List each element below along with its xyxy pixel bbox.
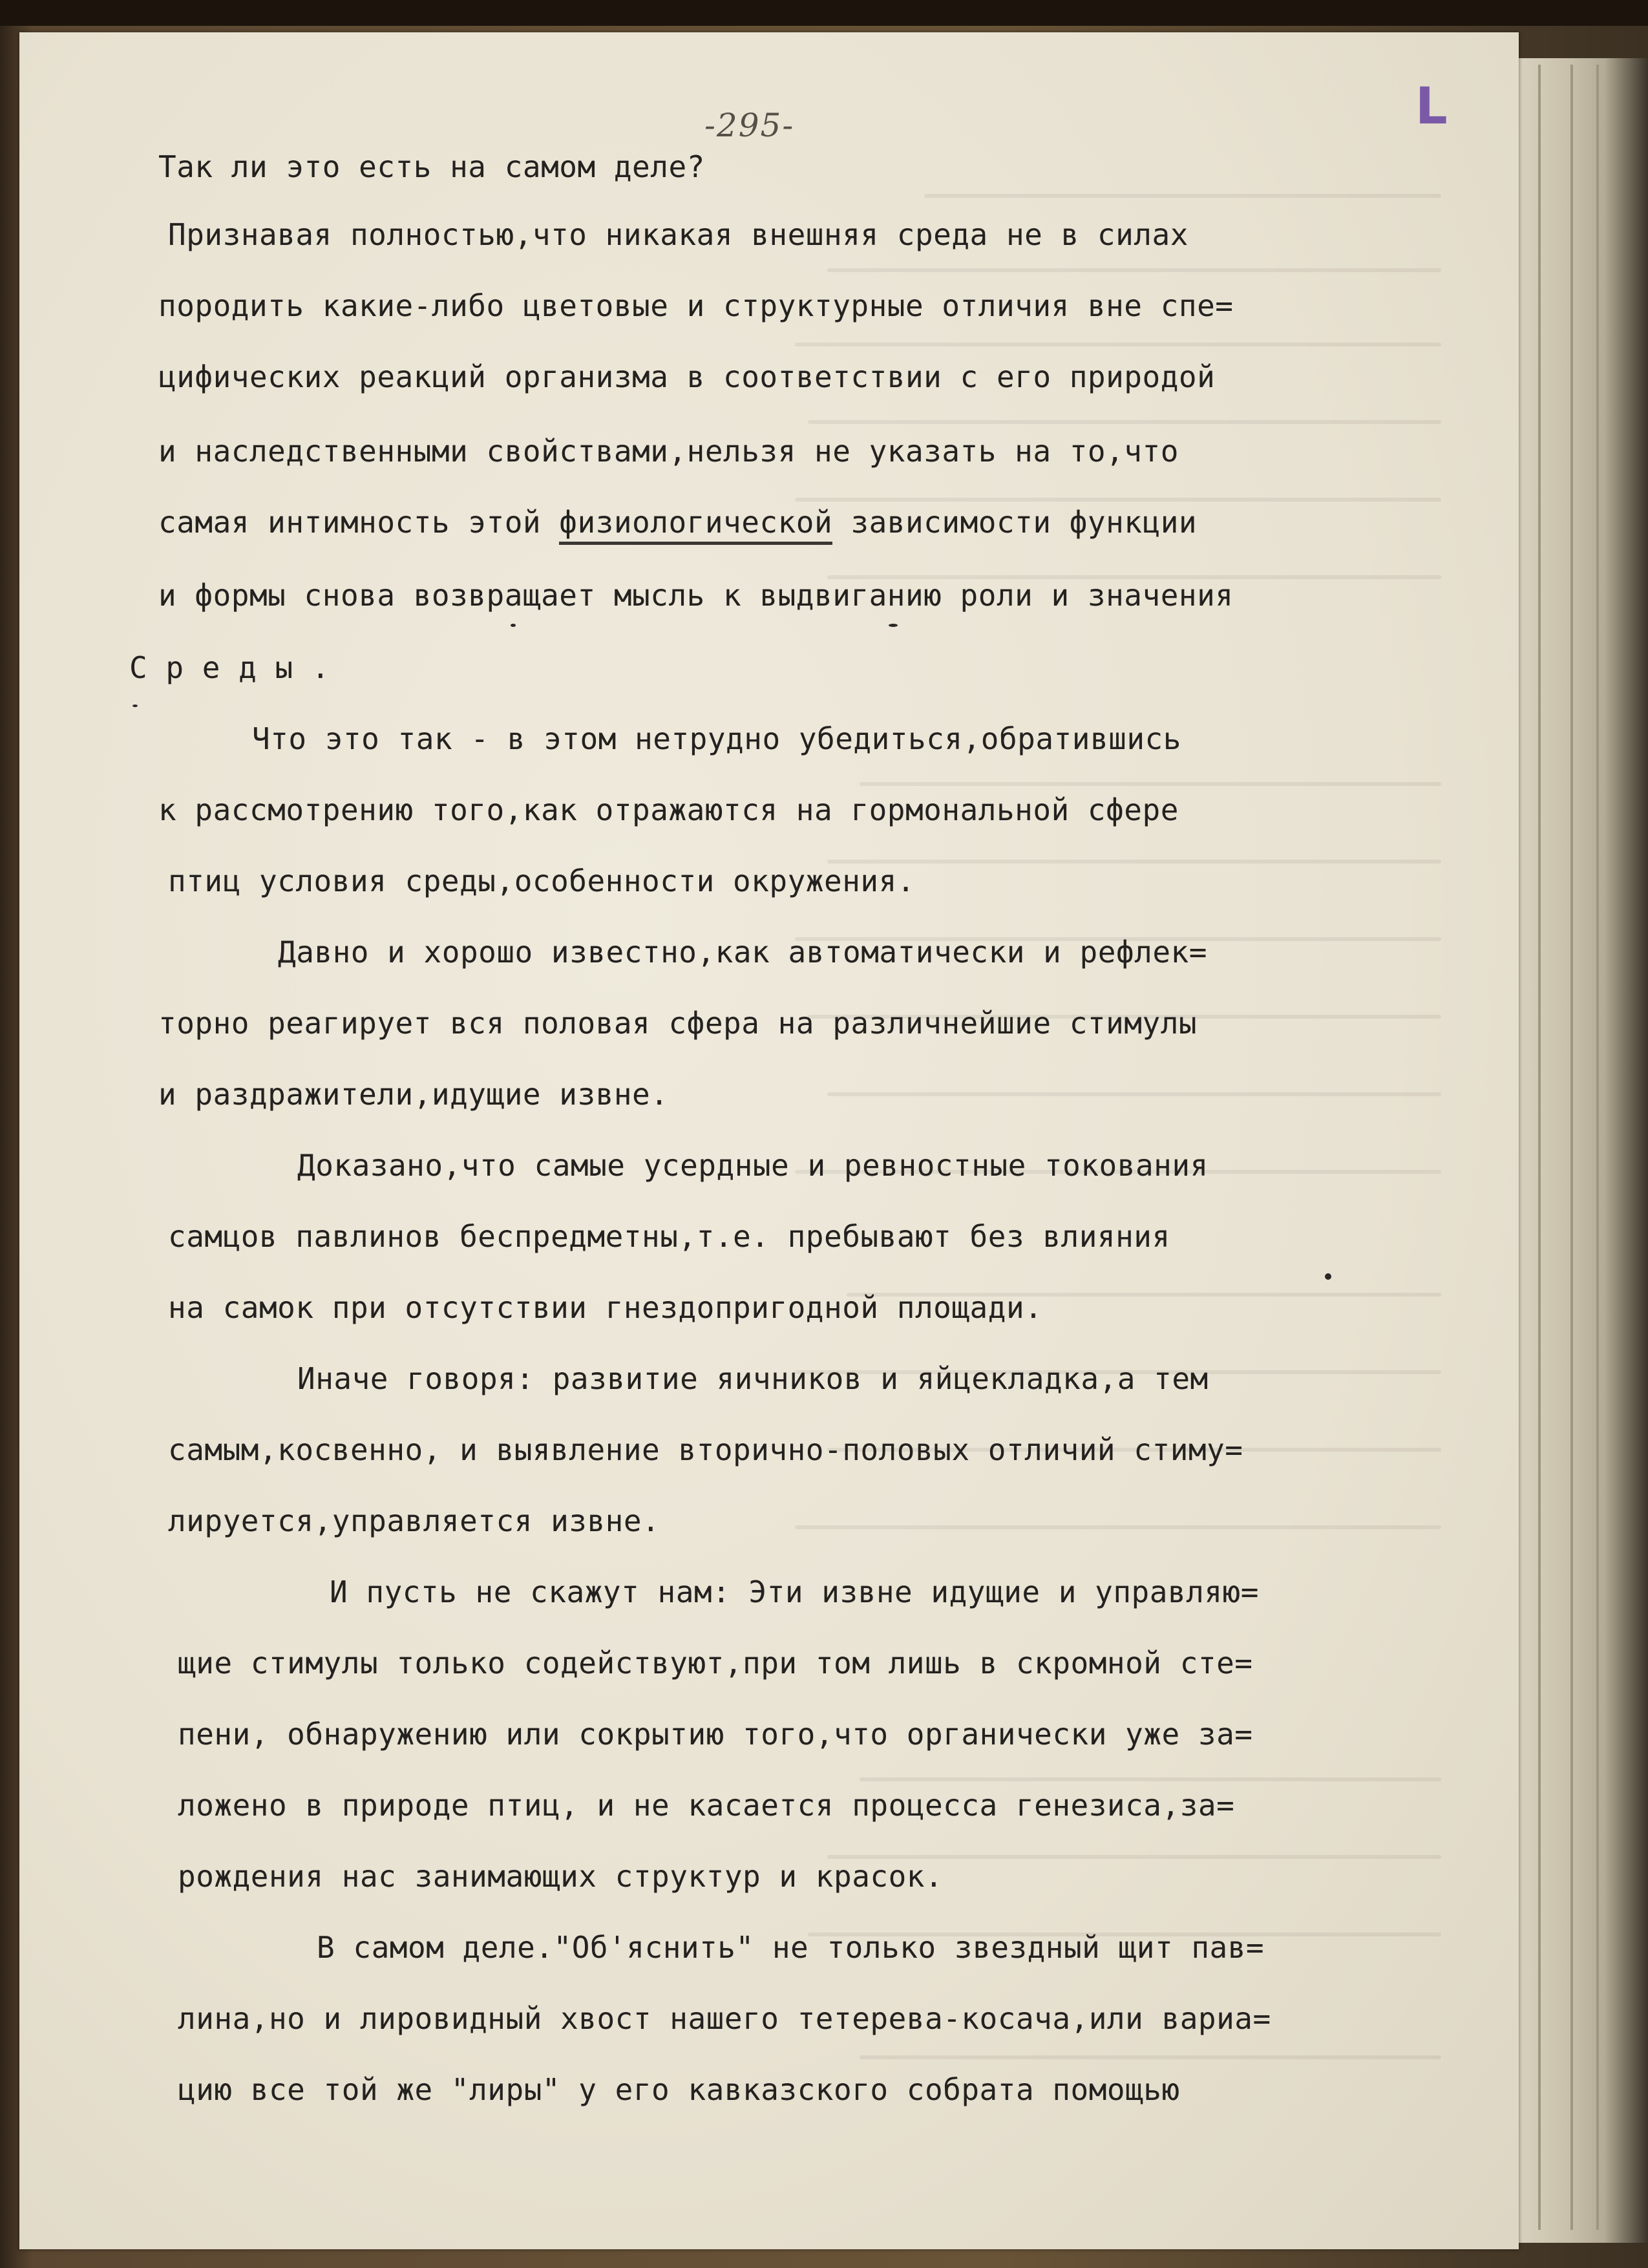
text-line: самцов павлинов беспредметны,т.е. пребывают без влияния [168,1219,1170,1254]
ink-speck [132,705,138,707]
text-line: В самом деле."Об'яснить" не только звездный щит пав= [317,1930,1265,1965]
text-line: и формы снова возвращает мысль к выдвиганию роли и значения [158,578,1234,613]
text-fragment: зависимости функции [832,505,1198,540]
text-line: Доказано,что самые усердные и ревностные токования [297,1148,1209,1183]
text-line: лируется,управляется извне. [168,1503,660,1538]
text-line: Признавая полностью,что никакая внешняя среда не в силах [168,217,1188,252]
ink-speck [511,624,516,627]
ink-speck [889,624,898,627]
corner-mark: L [1415,78,1448,136]
text-line [158,505,1198,540]
text-line: С р е д ы . [129,650,330,685]
text-line: птиц условия среды,особенности окружения. [168,864,915,898]
typewritten-page [19,32,1519,2249]
text-line: цию все той же "лиры" у его кавказского собрата помощью [178,2072,1180,2107]
text-line: и раздражители,идущие извне. [158,1077,669,1112]
sheet-edge [1596,65,1599,2230]
text-line: на самок при отсутствии гнездопригодной площади. [168,1290,1043,1325]
text-line: и наследственными свойствами,нельзя не указать на то,что [158,434,1179,469]
text-line: лина,но и лировидный хвост нашего тетерева-косача,или вариа= [178,2001,1271,2036]
text-line: цифических реакций организма в соответствии с его природой [158,359,1216,394]
scanner-top-strip [0,0,1648,26]
text-line: пени, обнаружению или сокрытию того,что органически уже за= [178,1717,1253,1752]
text-line: рождения нас занимающих структур и красок. [178,1859,944,1894]
text-line: самым,косвенно, и выявление вторично-половых отличий стиму= [168,1432,1243,1467]
text-line: Так ли это есть на самом деле? [158,149,705,184]
text-line: ложено в природе птиц, и не касается процесса генезиса,за= [178,1788,1235,1823]
typewritten-text [19,32,1519,2249]
sheet-edge [1538,65,1541,2230]
page-number: -295- [704,107,795,144]
underlined-word: физиологической [559,505,832,545]
text-line: торно реагирует вся половая сфера на различнейшие стимулы [158,1006,1198,1041]
sheet-edge [1570,65,1573,2230]
ink-speck [1325,1273,1331,1280]
text-line: И пусть не скажут нам: Эти извне идущие и управляю= [330,1574,1259,1609]
text-line: щие стимулы только содействуют,при том лишь в скромной сте= [178,1646,1253,1680]
text-fragment: самая интимность этой [158,505,560,540]
text-line: породить какие-либо цветовые и структурные отличия вне спе= [158,288,1234,323]
text-line: Иначе говоря: развитие яичников и яйцекладка,а тем [297,1361,1209,1396]
text-line: Что это так - в этом нетрудно убедиться,обратившись [252,721,1181,756]
text-line: Давно и хорошо известно,как автоматически и рефлек= [278,935,1207,970]
text-line: к рассмотрению того,как отражаются на гормональной сфере [158,792,1179,827]
